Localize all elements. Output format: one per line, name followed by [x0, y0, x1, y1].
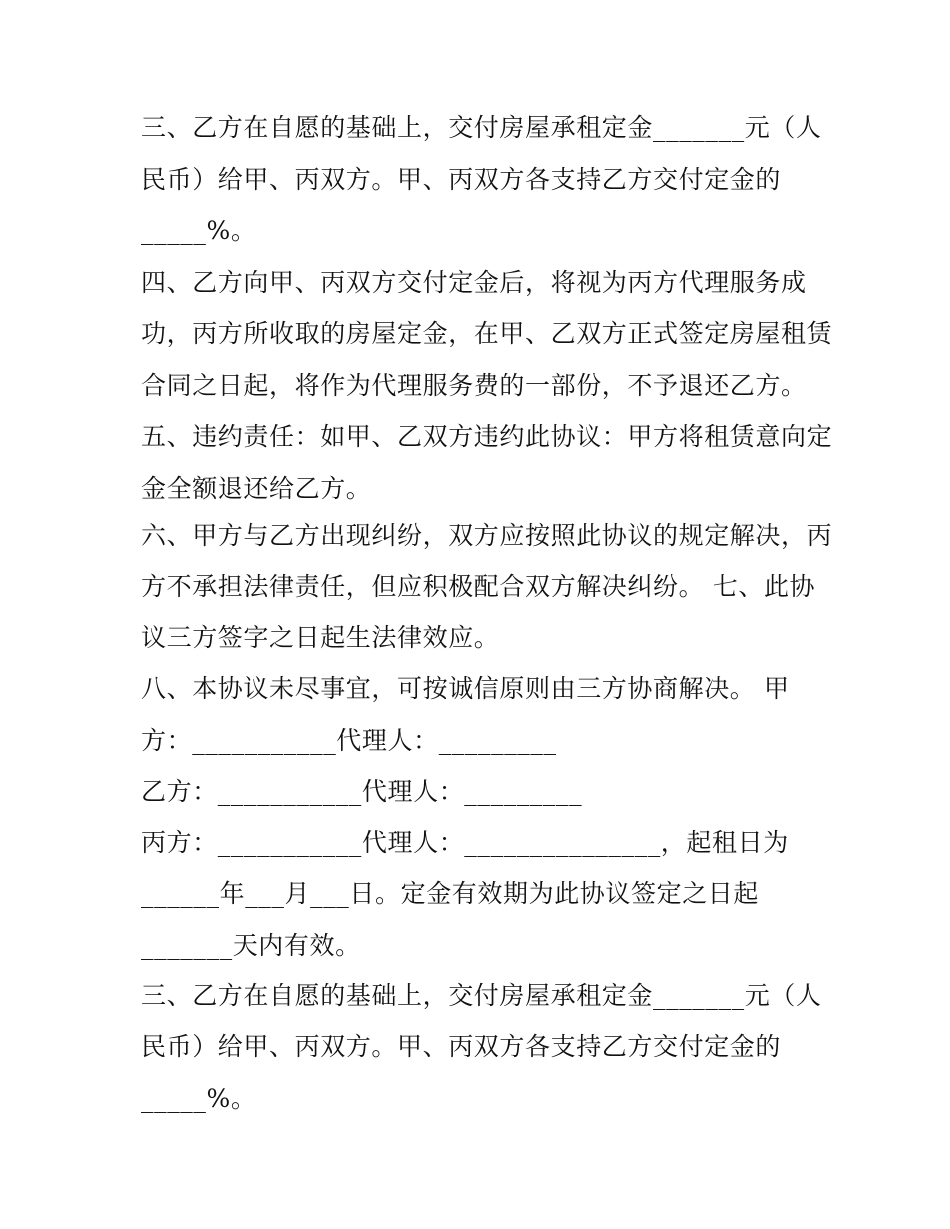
party-b-signature-line: 乙方：___________代理人：_________	[141, 777, 583, 806]
clause-5-line-1: 五、违约责任：如甲、乙双方违约此协议：甲方将租赁意向定	[141, 422, 833, 451]
clause-4-line-1: 四、乙方向甲、丙双方交付定金后，将视为丙方代理服务成	[141, 268, 807, 297]
clause-8-line: 八、本协议未尽事宜，可按诚信原则由三方协商解决。 甲	[141, 674, 790, 703]
clause-5-line-2: 金全额退还给乙方。	[141, 474, 372, 503]
repeat-clause-3-line-3: _____%。	[141, 1084, 257, 1113]
rental-start-date-line: ______年___月___日。定金有效期为此协议签定之日起	[141, 879, 760, 908]
clause-3-line-1: 三、乙方在自愿的基础上，交付房屋承租定金_______元（人	[141, 113, 822, 142]
repeat-clause-3-line-2: 民币）给甲、丙双方。甲、丙双方各支持乙方交付定金的	[141, 1032, 782, 1061]
clause-3-line-3: _____%。	[141, 216, 257, 245]
clause-3-line-2: 民币）给甲、丙双方。甲、丙双方各支持乙方交付定金的	[141, 165, 782, 194]
clause-4-line-2: 功，丙方所收取的房屋定金，在甲、乙双方正式签定房屋租赁	[141, 319, 833, 348]
clause-4-line-3: 合同之日起，将作为代理服务费的一部份，不予退还乙方。	[141, 371, 807, 400]
clause-6-line-2: 方不承担法律责任，但应积极配合双方解决纠纷。 七、此协	[141, 572, 816, 601]
clause-6-line-1: 六、甲方与乙方出现纠纷，双方应按照此协议的规定解决，丙	[141, 521, 833, 550]
party-a-signature-line: 方：___________代理人：_________	[141, 726, 557, 755]
party-c-signature-line: 丙方：___________代理人：_______________，起租日为	[141, 828, 789, 857]
repeat-clause-3-line-1: 三、乙方在自愿的基础上，交付房屋承租定金_______元（人	[141, 981, 822, 1010]
clause-7-line: 议三方签字之日起生法律效应。	[141, 623, 500, 652]
deposit-validity-line: _______天内有效。	[141, 931, 361, 960]
